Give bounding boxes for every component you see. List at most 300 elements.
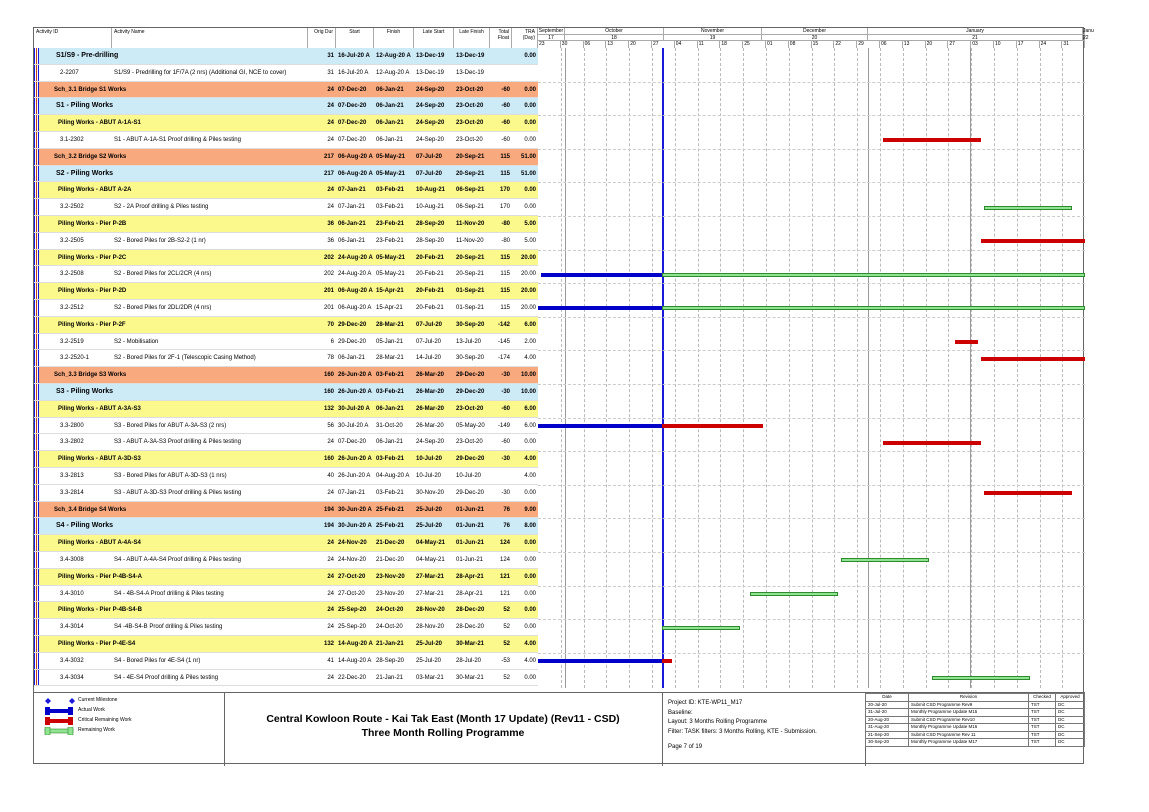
week-gridline [903,48,904,688]
cell-ls: 25-Jul-20 [416,506,443,513]
cell-tra: 6.00 [524,321,536,328]
cell-start: 07-Dec-20 [338,137,367,143]
month-label: September [538,28,564,34]
cell-tra: 0.00 [524,86,536,93]
cell-id [34,451,38,467]
cell-lf: 29-Dec-20 [456,389,485,395]
wbs-indent-stripe [34,670,39,686]
cell-name: S2 - Piling Works [56,169,114,177]
cell-id: 3.4-3032 [60,657,84,664]
row-gridline [538,552,1085,553]
col-late-finish[interactable]: Late Finish [454,28,490,48]
activity-row[interactable] [34,300,538,317]
wbs-row[interactable] [34,216,538,233]
cell-finish: 05-Jan-21 [376,338,404,345]
cell-id [34,98,38,114]
cell-id: 3.2-2502 [60,204,84,211]
cell-tf: -60 [501,137,510,143]
cell-lf: 01-Jun-21 [456,523,485,530]
week-gridline [584,48,585,688]
cell-tra: 20.00 [520,254,536,261]
cell-lf: 13-Dec-19 [456,69,485,76]
wbs-row[interactable] [34,602,538,619]
row-gridline [538,418,1085,419]
col-tra[interactable]: TRA (Day) [512,28,538,48]
wbs-row[interactable] [34,48,538,65]
cell-dur: 132 [323,641,334,647]
critical-work-bar[interactable] [984,491,1072,495]
wbs-row[interactable] [34,166,538,183]
activity-row[interactable] [34,619,538,636]
week-gridline [629,48,630,688]
week-label: 27 [948,41,971,48]
cell-name: S4 - Bored Piles for 4E-S4 (1 nr) [114,657,201,664]
column-header [34,28,1094,48]
activity-row[interactable] [34,132,538,149]
cell-name: Piling Works - ABUT A-3D-S3 [58,456,141,463]
wbs-row[interactable] [34,250,538,267]
cell-tra: 0.00 [524,204,536,211]
cell-tra: 4.00 [524,657,536,664]
cell-tra: 0.00 [524,590,536,597]
cell-lf: 28-Apr-21 [456,590,483,597]
cell-tf: 115 [500,271,510,278]
cell-tra: 0.00 [524,540,536,547]
actual-work-bar[interactable] [541,273,662,277]
col-start[interactable]: Start [336,28,374,48]
cell-ls: 25-Jul-20 [416,657,442,664]
cell-id: 3.2-2520-1 [60,355,90,362]
data-date-line [662,48,664,688]
cell-finish: 28-Mar-21 [376,355,404,362]
activity-row[interactable] [34,199,538,216]
remaining-work-bar[interactable] [662,273,1085,277]
cell-lf: 23-Oct-20 [456,103,484,110]
cell-dur: 24 [327,103,334,110]
cell-name: Sch_3.3 Bridge S3 Works [54,372,127,379]
cell-tra: 5.00 [524,237,536,244]
cell-id: 3.3-2800 [60,422,84,429]
remaining-work-bar[interactable] [750,592,838,596]
cell-tf [490,65,512,81]
year-label: 22 [1083,35,1089,41]
critical-work-bar[interactable] [883,138,981,142]
cell-lf: 28-Dec-20 [456,624,485,631]
cell-start: 29-Dec-20 [338,321,367,328]
cell-start: 30-Jun-20 A [338,506,372,513]
critical-work-bar[interactable] [662,659,672,663]
cell-tf: 76 [503,523,510,530]
cell-name: S1 - ABUT A-1A-S1 Proof drilling & Piles testing [114,137,241,143]
cell-finish: 03-Feb-21 [376,456,405,463]
timeline-header [538,28,1094,48]
actual-work-swatch [42,707,76,715]
cell-finish: 03-Feb-21 [376,372,405,379]
cell-dur: 202 [323,254,334,261]
cell-ls: 24-Sep-20 [416,137,445,143]
cell-name: S1/S9 - Predrilling for 1F/7A (2 nrs) (Additional GI, NCE to cover) [114,69,287,76]
week-gridline [1040,48,1041,688]
layout-name: Layout: 3 Months Rolling Programme [668,719,768,725]
row-gridline [538,518,1085,519]
cell-tf: 170 [499,187,510,194]
cell-ls: 26-Mar-20 [416,405,445,412]
cell-tf: 124 [499,540,510,547]
col-finish[interactable]: Finish [374,28,414,48]
critical-work-bar[interactable] [883,441,981,445]
cell-dur: 24 [327,573,334,580]
cell-name: S4 - Piling Works [56,522,114,530]
wbs-row[interactable] [34,98,538,115]
cell-ls: 10-Jul-20 [416,456,443,463]
activity-row[interactable] [34,350,538,367]
legend [34,693,225,766]
cell-tf: 115 [500,153,510,160]
cell-dur: 217 [323,170,334,177]
cell-tf: -30 [501,389,510,395]
cell-tra: 0.00 [524,53,536,59]
cell-start: 06-Jan-21 [338,237,366,244]
critical-work-swatch [42,717,76,725]
remaining-work-bar[interactable] [841,558,929,562]
cell-id: 3.1-2302 [60,137,84,143]
wbs-row[interactable] [34,115,538,132]
cell-tra: 4.00 [524,355,536,362]
cell-id [34,636,38,652]
activity-row[interactable] [34,653,538,670]
row-gridline [538,451,1085,452]
week-label: 20 [926,41,949,48]
cell-tf: 121 [499,590,510,597]
cell-lf: 01-Jun-21 [456,506,485,513]
cell-id: 3.3-2813 [60,473,84,479]
wbs-indent-stripe [34,350,39,366]
cell-id: 3.4-3010 [60,590,84,597]
cell-ls: 10-Jul-20 [416,473,442,479]
remaining-work-bar[interactable] [984,206,1072,210]
critical-work-bar[interactable] [981,239,1085,243]
cell-lf: 05-May-20 [456,422,485,429]
cell-ls: 28-Nov-20 [416,607,445,614]
cell-tra: 9.00 [524,506,536,513]
cell-tf: -149 [497,422,510,429]
cell-tf: 115 [500,288,510,295]
wbs-row[interactable] [34,535,538,552]
remaining-work-bar[interactable] [662,626,740,630]
cell-tra: 4.00 [524,641,536,647]
cell-lf: 01-Sep-21 [456,288,485,295]
cell-tra: 10.00 [520,389,536,395]
cell-start: 24-Nov-20 [338,540,367,547]
col-orig-dur[interactable]: Orig Dur [308,28,336,48]
cell-tf: 170 [499,204,510,211]
cell-lf: 23-Oct-20 [456,86,484,93]
wbs-row[interactable] [34,82,538,99]
cell-start: 07-Jan-21 [338,489,366,496]
activity-row[interactable] [34,334,538,351]
cell-lf: 23-Oct-20 [456,439,483,446]
cell-tf: 52 [503,607,510,614]
cell-name: Sch_3.1 Bridge S1 Works [54,86,127,93]
cell-start: 07-Dec-20 [338,439,367,446]
month-label: December [762,28,868,35]
wbs-row[interactable] [34,518,538,535]
week-gridline [1017,48,1018,688]
activity-row[interactable] [34,418,538,435]
cell-name: Piling Works - Pier P-2C [58,254,127,261]
week-gridline [675,48,676,688]
baseline: Baseline: [668,709,693,716]
week-label: 04 [675,41,698,48]
cell-id: 3.3-2814 [60,489,84,496]
cell-dur: 70 [327,321,334,328]
cell-dur: 56 [327,422,334,429]
cell-lf: 20-Sep-21 [456,271,485,278]
cell-finish: 23-Nov-20 [376,573,405,580]
cell-dur: 24 [327,540,334,547]
wbs-row[interactable] [34,149,538,166]
week-label: 06 [880,41,903,48]
actual-work-bar[interactable] [538,306,662,310]
cell-id: 3.2-2512 [60,305,84,311]
wbs-indent-stripe [34,418,39,434]
cell-finish: 24-Oct-20 [376,624,403,631]
week-label: 20 [629,41,652,48]
cell-finish: 06-Jan-21 [376,405,404,412]
cell-ls: 24-Sep-20 [416,439,445,446]
week-gridline [743,48,744,688]
cell-name: S3 - ABUT A-3D-S3 Proof drilling & Piles testing [114,489,242,496]
cell-finish: 06-Jan-21 [376,439,404,446]
wbs-indent-stripe [34,653,39,669]
wbs-row[interactable] [34,569,538,586]
cell-ls: 07-Jul-20 [416,170,443,177]
rev-col-approved: Approved [1056,694,1085,702]
cell-finish: 24-Oct-20 [376,607,404,614]
cell-start: 07-Jan-21 [338,204,366,211]
cell-ls: 04-May-21 [416,557,445,563]
col-activity-name[interactable]: Activity Name [112,28,308,48]
week-label: 18 [720,41,743,48]
month-gridline [868,48,869,688]
cell-ls: 28-Sep-20 [416,237,445,244]
cell-lf: 20-Sep-21 [456,153,485,160]
cell-dur: 160 [323,389,334,395]
week-gridline [698,48,699,688]
cell-finish: 15-Apr-21 [376,288,404,295]
cell-tra: 5.00 [524,221,536,227]
cell-ls: 20-Feb-21 [416,254,445,261]
cell-dur: 24 [327,86,334,93]
year-label: 18 [565,35,664,41]
cell-start: 27-Oct-20 [338,590,365,597]
row-gridline [538,350,1085,351]
cell-ls: 07-Jul-20 [416,153,443,160]
week-label: 11 [698,41,721,48]
activity-row[interactable] [34,468,538,485]
col-activity-id[interactable]: Activity ID [34,28,112,48]
legend-milestone: Current Milestone [42,697,76,705]
remaining-work-bar[interactable] [662,306,1085,310]
cell-finish: 06-Jan-21 [376,120,404,127]
cell-start: 07-Dec-20 [338,103,367,110]
cell-tra: 0.00 [524,439,536,446]
cell-lf: 28-Dec-20 [456,607,485,614]
activity-row[interactable] [34,233,538,250]
cell-start: 27-Oct-20 [338,573,366,580]
year-label: 17 [538,35,565,41]
cell-id [34,602,38,618]
cell-finish: 28-Mar-21 [376,321,405,328]
wbs-row[interactable] [34,502,538,519]
cell-lf: 30-Mar-21 [456,641,485,647]
cell-start: 26-Jun-20 A [338,456,372,463]
cell-dur: 36 [327,237,334,244]
cell-lf: 29-Dec-20 [456,456,485,463]
cell-tra: 10.00 [520,372,536,379]
gantt-chart [538,48,1085,688]
year-label: 21 [868,35,1083,41]
wbs-row[interactable] [34,384,538,401]
cell-tf: -60 [501,120,510,127]
cell-lf: 30-Mar-21 [456,674,484,681]
cell-name: Sch_3.2 Bridge S2 Works [54,153,127,160]
wbs-indent-stripe [34,300,39,316]
remaining-work-bar[interactable] [932,676,1030,680]
cell-finish: 21-Dec-20 [376,540,405,547]
activity-row[interactable] [34,552,538,569]
cell-id [34,166,38,182]
month-gridline [970,48,971,688]
cell-tf: -30 [501,456,510,463]
week-label: 17 [1017,41,1040,48]
month-label: November [664,28,762,35]
cell-name: S2 - Bored Piles for 2DL/2DR (4 nrs) [114,305,212,311]
cell-ls: 26-Mar-20 [416,422,444,429]
cell-name: S3 - Bored Piles for ABUT A-3A-S3 (2 nrs) [114,422,227,429]
cell-tf: -80 [501,221,510,227]
wbs-indent-stripe [34,434,39,450]
legend-critical: Critical Remaining Work [42,717,76,725]
cell-start: 06-Aug-20 A [338,305,372,311]
cell-name: Piling Works - ABUT A-1A-S1 [58,120,141,127]
cell-lf: 23-Oct-20 [456,120,484,127]
cell-finish: 21-Dec-20 [376,557,405,563]
revision-row: 20-Jul-20 Submit CSD Programme Rev9 TST DC [866,701,1085,709]
wbs-row[interactable] [34,367,538,384]
wbs-indent-stripe [34,199,39,215]
week-label: 23 [538,41,561,48]
cell-ls: 27-Mar-21 [416,590,444,597]
critical-work-bar[interactable] [981,357,1085,361]
cell-finish: 12-Aug-20 A [376,53,411,59]
cell-lf: 20-Sep-21 [456,254,485,261]
wbs-row[interactable] [34,317,538,334]
cell-start: 30-Jul-20 A [338,422,369,429]
cell-dur: 24 [327,624,334,631]
critical-work-bar[interactable] [955,340,978,344]
month-label: October [565,28,664,35]
cell-start: 30-Jun-20 A [338,523,372,530]
cell-start: 06-Jan-21 [338,355,366,362]
wbs-indent-stripe [34,266,39,282]
week-gridline [994,48,995,688]
cell-finish: 12-Aug-20 A [376,69,410,76]
cell-name: Piling Works - Pier P-2F [58,321,126,328]
col-total-float[interactable]: Total Float [490,28,512,48]
cell-start: 06-Aug-20 A [338,288,373,295]
actual-work-bar[interactable] [538,424,662,428]
wbs-row[interactable] [34,182,538,199]
activity-row[interactable] [34,266,538,283]
cell-tra: 0.00 [524,674,536,681]
cell-tra: 4.00 [524,473,536,479]
wbs-row[interactable] [34,451,538,468]
actual-work-bar[interactable] [538,659,662,663]
wbs-row[interactable] [34,283,538,300]
cell-tra: 0.00 [524,103,536,110]
activity-row[interactable] [34,586,538,603]
activity-row[interactable] [34,65,538,82]
activity-row[interactable] [34,670,538,687]
cell-tra [512,65,538,81]
col-late-start[interactable]: Late Start [414,28,454,48]
row-gridline [538,619,1085,620]
cell-lf: 28-Apr-21 [456,573,484,580]
critical-work-bar[interactable] [662,424,763,428]
wbs-row[interactable] [34,636,538,653]
week-gridline [720,48,721,688]
month-label: Janu [1083,28,1094,34]
year-label: 20 [762,35,868,41]
cell-lf: 13-Jul-20 [456,338,482,345]
cell-name: S3 - Piling Works [56,388,114,395]
cell-finish: 25-Feb-21 [376,506,405,513]
month-gridline [565,48,566,688]
cell-name: Piling Works - ABUT A-3A-S3 [58,405,141,412]
week-label: 27 [652,41,675,48]
activity-row[interactable] [34,485,538,502]
cell-tf: 115 [500,254,510,261]
cell-ls: 27-Mar-21 [416,573,445,580]
wbs-row[interactable] [34,401,538,418]
cell-tra: 6.00 [524,422,536,429]
page-number: Page 7 of 19 [668,744,703,750]
cell-finish: 03-Feb-21 [376,389,405,395]
week-gridline [971,48,972,688]
cell-id [34,535,38,551]
cell-start: 06-Aug-20 A [338,170,373,177]
wbs-indent-stripe [34,619,39,635]
cell-finish: 04-Aug-20 A [376,473,410,479]
title-line-2: Three Month Rolling Programme [361,727,525,739]
cell-start: 07-Jan-21 [338,187,366,194]
cell-tf: -60 [501,103,510,110]
cell-tra: 51.00 [520,170,536,177]
cell-tf: -80 [501,237,510,244]
cell-tf: 124 [499,557,510,563]
cell-tf: -142 [497,321,510,328]
week-label: 01 [766,41,789,48]
cell-ls: 20-Feb-21 [416,271,444,278]
wbs-indent-stripe [34,586,39,602]
activity-row[interactable] [34,434,538,451]
cell-start: 29-Dec-20 [338,338,367,345]
cell-name: S2 - Bored Piles for 2B-S2-2 (1 nr) [114,237,206,244]
cell-dur: 160 [323,456,334,463]
cell-dur: 24 [327,607,334,614]
cell-start: 24-Aug-20 A [338,254,373,261]
